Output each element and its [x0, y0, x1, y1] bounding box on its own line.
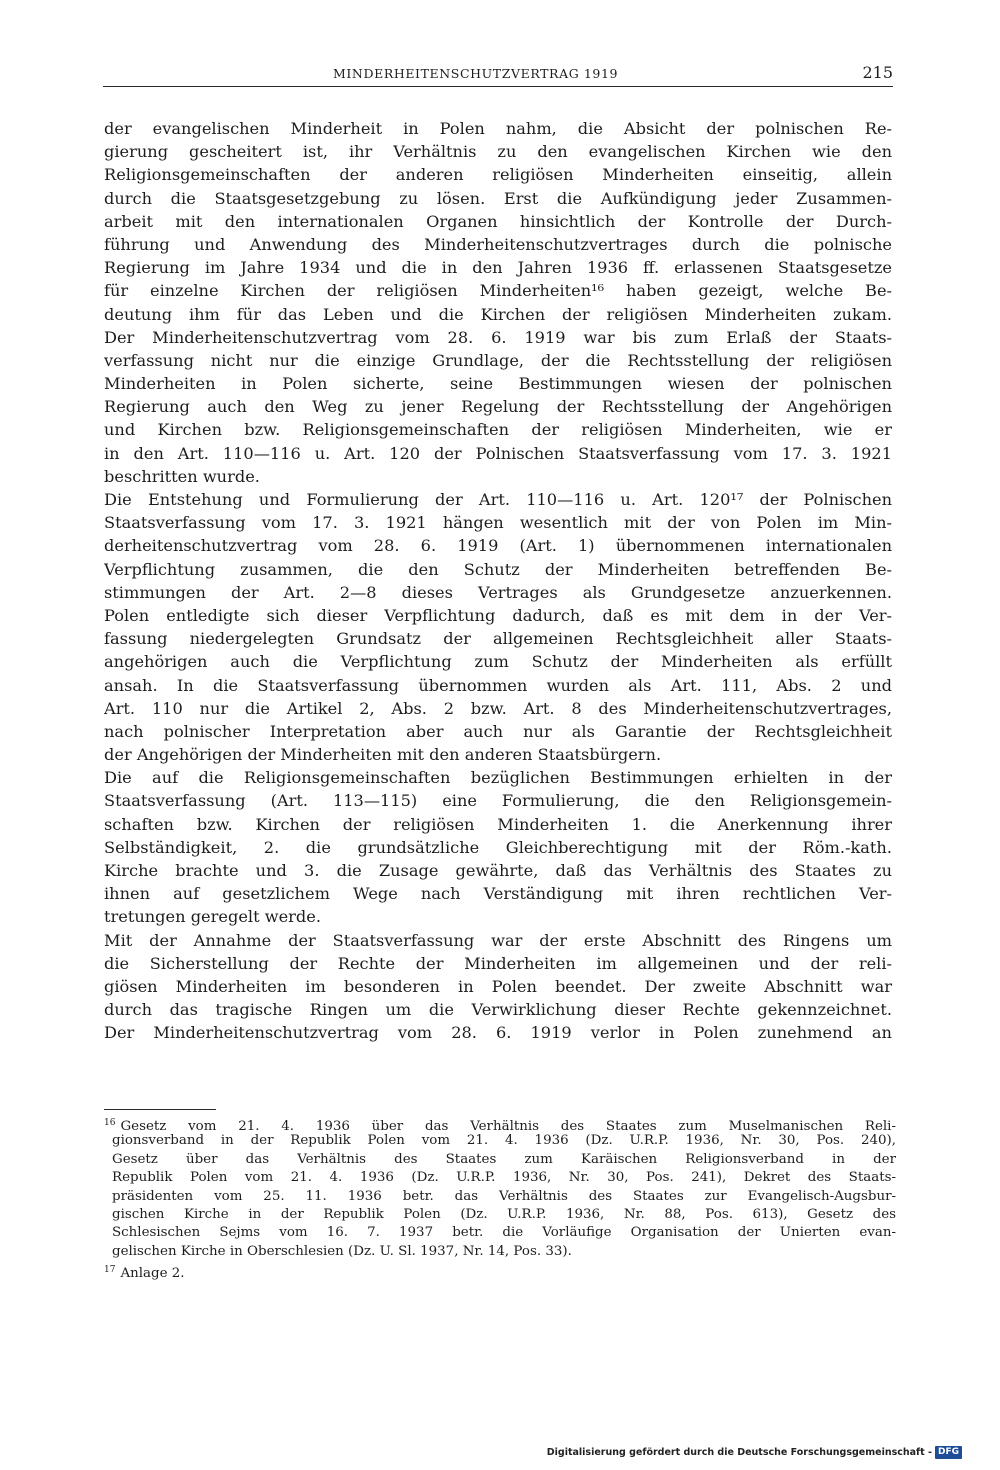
text-line: tretungen geregelt werde. — [104, 907, 321, 927]
text-line: nach polnischer Interpretation aber auch nur als Garantie der Rechtsgleichheit — [104, 721, 892, 741]
text-line: durch die Staatsgesetzgebung zu lösen. Erst die Aufkündigung jeder Zusammen- — [104, 188, 892, 208]
text-line: die Sicherstellung der Rechte der Minderheiten im allgemeinen und der reli- — [104, 953, 892, 973]
footnote-16-line — [104, 1114, 896, 1132]
text-line: schaften bzw. Kirchen der religiösen Minderheiten 1. die Anerkennung ihrer — [104, 814, 892, 834]
footnote-divider — [104, 1109, 216, 1110]
text-line: Kirche brachte und 3. die Zusage gewährte, daß das Verhältnis des Staates zu — [104, 861, 892, 880]
text-line: Minderheiten in Polen sicherte, seine Bestimmungen wiesen der polnischen — [104, 374, 892, 394]
footnote-16-line: Schlesischen Sejms vom 16. 7. 1937 betr. die Vorläufige Organisation der Unierten evan- — [112, 1225, 896, 1241]
text-line: Staatsverfassung (Art. 113—115) eine Formulierung, die den Religionsgemein- — [104, 791, 892, 811]
footnote-16-line: Gesetz über das Verhältnis des Staates zum Karäischen Religionsverband in der — [112, 1151, 896, 1167]
text-line: und Kirchen bzw. Religionsgemeinschaften der religiösen Minderheiten, wie er — [104, 420, 892, 440]
footnote-text: Anlage 2. — [120, 1266, 185, 1280]
text-line: ihnen auf gesetzlichem Wege nach Verständigung mit ihren rechtlichen Ver- — [104, 884, 892, 904]
footnote-16-line: präsidenten vom 25. 11. 1936 betr. das Verhältnis des Staates zur Evangelisch-Augsbur- — [112, 1188, 896, 1204]
text-line: Die Entstehung und Formulierung der Art. 110—116 u. Art. 120¹⁷ der Polnischen — [104, 490, 892, 509]
text-line: führung und Anwendung des Minderheitenschutzvertrages durch die polnische — [104, 234, 892, 254]
text-line: giösen Minderheiten im besonderen in Polen beendet. Der zweite Abschnitt war — [104, 976, 892, 996]
text-line: deutung ihm für das Leben und die Kirchen der religiösen Minderheiten zukam. — [104, 304, 892, 324]
text-line: fassung niedergelegten Grundsatz der allgemeinen Rechtsgleichheit aller Staats- — [104, 629, 892, 649]
text-line: Staatsverfassung vom 17. 3. 1921 hängen wesentlich mit der von Polen im Min- — [104, 513, 892, 533]
text-line: ansah. In die Staatsverfassung übernommen wurden als Art. 111, Abs. 2 und — [104, 675, 892, 695]
footnotes — [104, 1114, 896, 1280]
footnote-16-line: gischen Kirche in der Republik Polen (Dz. U.R.P. 1936, Nr. 88, Pos. 613), Gesetz des — [112, 1206, 896, 1222]
footnote-mark: 17 — [104, 1265, 116, 1276]
text-line: in den Art. 110—116 u. Art. 120 der Polnischen Staatsverfassung vom 17. 3. 1921 — [104, 443, 892, 463]
text-line: für einzelne Kirchen der religiösen Minderheiten¹⁶ haben gezeigt, welche Be- — [104, 281, 892, 301]
footnote-text: Gesetz vom 21. 4. 1936 über das Verhältnis des Staates zum Muselmanischen Reli- — [120, 1119, 896, 1133]
text-line: derheitenschutzvertrag vom 28. 6. 1919 (Art. 1) übernommenen internationalen — [104, 536, 892, 556]
footnote-16-line: gelischen Kirche in Oberschlesien (Dz. U. Sl. 1937, Nr. 14, Pos. 33). — [112, 1243, 572, 1259]
dfg-logo-icon: DFG — [935, 1446, 962, 1459]
text-line: gierung gescheitert ist, ihr Verhältnis zu den evangelischen Kirchen wie den — [104, 142, 892, 162]
funding-credit — [547, 1446, 962, 1459]
text-line: Art. 110 nur die Artikel 2, Abs. 2 bzw. Art. 8 des Minderheitenschutzvertrages, — [104, 698, 892, 718]
text-line: arbeit mit den internationalen Organen hinsichtlich der Kontrolle der Durch- — [104, 211, 892, 231]
footnote-16-line: Republik Polen vom 21. 4. 1936 (Dz. U.R.P. 1936, Nr. 30, Pos. 241), Dekret des Staats- — [112, 1170, 896, 1186]
text-line: stimmungen der Art. 2—8 dieses Vertrages als Grundgesetze anzuerkennen. — [104, 582, 892, 602]
running-title: MINDERHEITENSCHUTZVERTRAG 1919 — [333, 66, 619, 81]
text-line: Die auf die Religionsgemeinschaften bezüglichen Bestimmungen erhielten in der — [104, 768, 892, 788]
running-header — [103, 64, 893, 87]
text-line: beschritten wurde. — [104, 466, 260, 486]
footnote-mark: 16 — [104, 1118, 116, 1128]
text-line: Mit der Annahme der Staatsverfassung war der erste Abschnitt des Ringens um — [104, 930, 892, 950]
text-line: Der Minderheitenschutzvertrag vom 28. 6. 1919 verlor in Polen zunehmend an — [104, 1023, 892, 1043]
text-line: Selbständigkeit, 2. die grundsätzliche Gleichberechtigung mit der Röm.-kath. — [104, 837, 892, 857]
text-line: Der Minderheitenschutzvertrag vom 28. 6. 1919 war bis zum Erlaß der Staats- — [104, 327, 892, 347]
footnote-17-line — [104, 1261, 896, 1279]
funding-credit-text: Digitalisierung gefördert durch die Deutsche Forschungsgemeinschaft - — [546, 1447, 932, 1458]
text-line: angehörigen auch die Verpflichtung zum Schutz der Minderheiten als erfüllt — [104, 652, 892, 672]
text-line: durch das tragische Ringen um die Verwirklichung dieser Rechte gekennzeichnet. — [104, 1000, 892, 1020]
text-line: Regierung im Jahre 1934 und die in den Jahren 1936 ff. erlassenen Staatsgesetze — [104, 258, 892, 278]
footnote-16-line: gionsverband in der Republik Polen vom 21. 4. 1936 (Dz. U.R.P. 1936, Nr. 30, Pos. 240), — [112, 1133, 896, 1149]
text-line: Religionsgemeinschaften der anderen religiösen Minderheiten einseitig, allein — [104, 165, 892, 185]
text-line: Polen entledigte sich dieser Verpflichtung dadurch, daß es mit dem in der Ver- — [104, 605, 892, 625]
text-line: Verpflichtung zusammen, die den Schutz der Minderheiten betreffenden Be- — [104, 559, 892, 579]
text-line: der evangelischen Minderheit in Polen nahm, die Absicht der polnischen Re- — [104, 119, 892, 138]
text-line: der Angehörigen der Minderheiten mit den anderen Staatsbürgern. — [104, 745, 662, 765]
text-line: Regierung auch den Weg zu jener Regelung der Rechtsstellung der Angehörigen — [104, 397, 892, 417]
page-number: 215 — [862, 63, 893, 82]
text-line: verfassung nicht nur die einzige Grundlage, der die Rechtsstellung der religiösen — [104, 350, 892, 370]
body-text — [104, 117, 892, 1045]
